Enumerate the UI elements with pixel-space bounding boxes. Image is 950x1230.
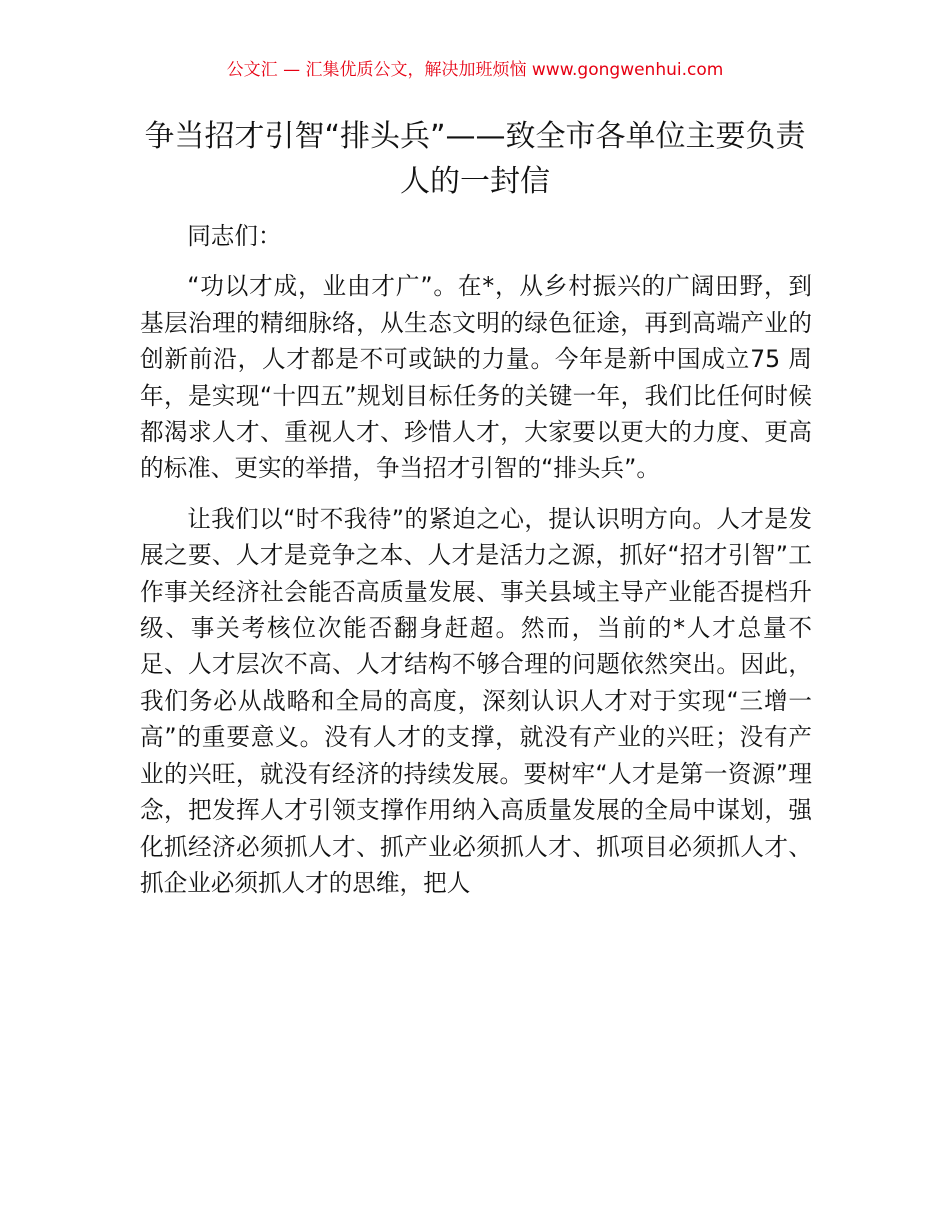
- body-paragraph-1: “功以才成，业由才广”。在*，从乡村振兴的广阔田野，到基层治理的精细脉络，从生态文明的绿色征途，再到高端产业的创新前沿，人才都是不可或缺的力量。今年是新中国成立75 周年，是实现“十四五”规划目标任务的关键一年，我们比任何时候都渴求人才、重视人才、珍惜人才，大家要以更大的力度、更高的标准、更实的举措，争当招才引智的“排头兵”。: [140, 272, 812, 483]
- site-watermark-header: 公文汇 — 汇集优质公文，解决加班烦恼 www.gongwenhui.com: [226, 60, 724, 80]
- body-paragraph-2: 让我们以“时不我待”的紧迫之心，提认识明方向。人才是发展之要、人才是竞争之本、人才是活力之源，抓好“招才引智”工作事关经济社会能否高质量发展、事关县域主导产业能否提档升级、事关考核位次能否翻身赶超。然而，当前的*人才总量不足、人才层次不高、人才结构不够合理的问题依然突出。因此，我们务必从战略和全局的高度，深刻认识人才对于实现“三增一高”的重要意义。没有人才的支撑，就没有产业的兴旺；没有产业的兴旺，就没有经济的持续发展。要树牢“人才是第一资源”理念，把发挥人才引领支撑作用纳入高质量发展的全局中谋划，强化抓经济必须抓人才、抓产业必须抓人才、抓项目必须抓人才、抓企业必须抓人才的思维，把人: [140, 504, 812, 897]
- document-body: [140, 218, 812, 915]
- salutation: 同志们：: [187, 222, 282, 250]
- document-title: 争当招才引智“排头兵”——致全市各单位主要负责人的一封信: [144, 119, 806, 199]
